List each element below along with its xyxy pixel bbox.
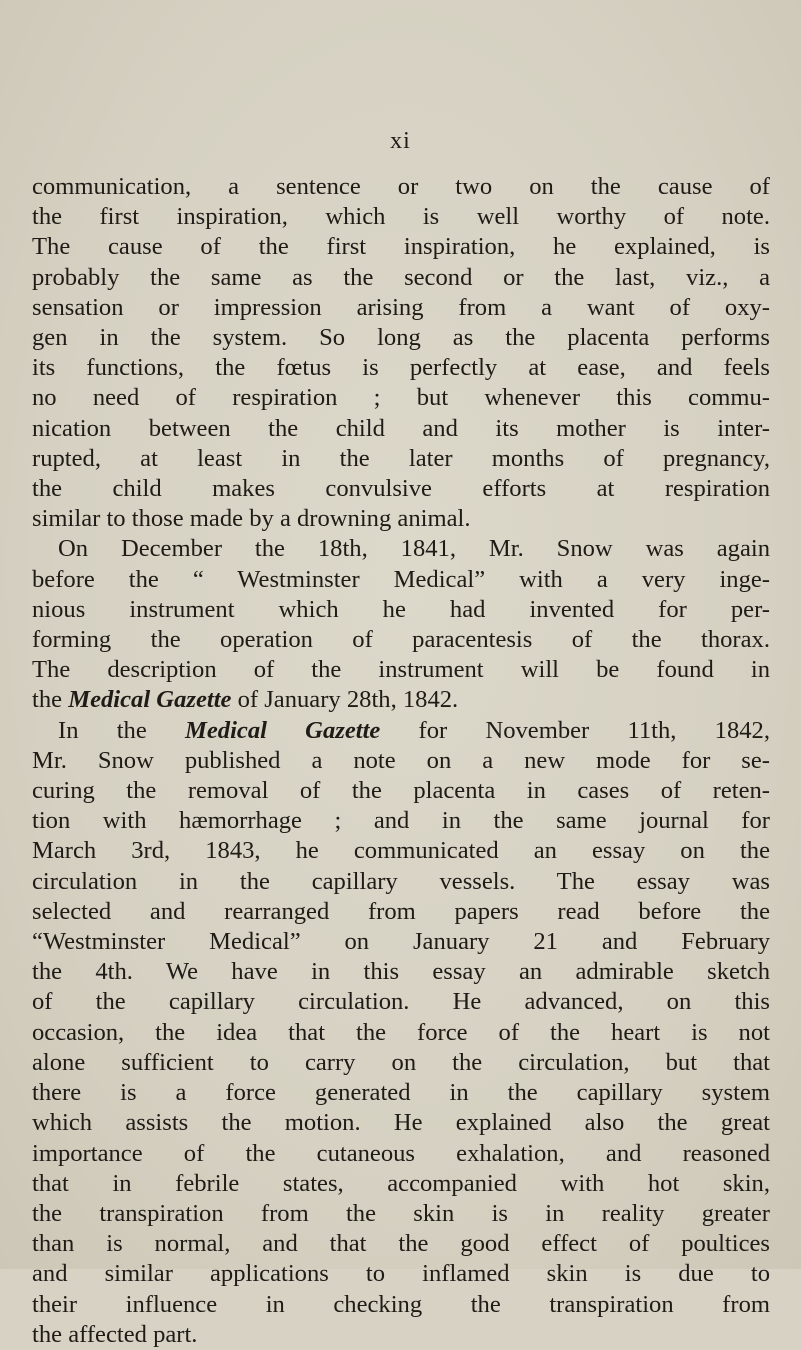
text-line: the 4th. We have in this essay an admirable sketch	[32, 958, 770, 986]
text-line: the affected part.	[32, 1320, 198, 1348]
text-line: curing the removal of the placenta in cases of reten-	[32, 777, 770, 805]
text-line: there is a force generated in the capillary system	[32, 1079, 770, 1107]
journal-title-italic: Medical Gazette	[68, 686, 232, 714]
text-line: alone sufficient to carry on the circulation, but that	[32, 1048, 770, 1076]
page-number: xi	[390, 128, 411, 154]
text-line: communication, a sentence or two on the cause of	[32, 173, 770, 200]
text-segment: for November 11th, 1842,	[380, 716, 770, 744]
text-line: similar to those made by a drowning animal.	[32, 505, 471, 533]
text-line	[32, 685, 770, 715]
text-segment: of January 28th, 1842.	[231, 686, 459, 714]
text-line: Mr. Snow published a note on a new mode for se-	[32, 746, 770, 774]
text-line: before the “ Westminster Medical” with a very inge-	[32, 565, 770, 593]
text-line: the transpiration from the skin is in reality greater	[32, 1199, 770, 1227]
text-line: tion with hæmorrhage ; and in the same journal for	[32, 807, 770, 835]
text-line: the child makes convulsive efforts at respiration	[32, 475, 770, 503]
text-line: March 3rd, 1843, he communicated an essay on the	[32, 837, 770, 865]
text-line: that in febrile states, accompanied with hot skin,	[32, 1169, 770, 1197]
journal-title-italic: Medical Gazette	[185, 716, 381, 744]
text-line: The description of the instrument will be found in	[32, 656, 770, 684]
text-line: the first inspiration, which is well worthy of note.	[32, 203, 770, 231]
text-segment: the	[32, 686, 69, 714]
text-line: which assists the motion. He explained also the great	[32, 1109, 770, 1137]
text-line: of the capillary circulation. He advanced, on this	[32, 988, 770, 1016]
body-text	[32, 172, 770, 1350]
text-segment: In the	[58, 716, 185, 744]
text-line: selected and rearranged from papers read before the	[32, 897, 770, 925]
text-line: occasion, the idea that the force of the heart is not	[32, 1018, 770, 1046]
text-line: The cause of the first inspiration, he explained, is	[32, 233, 770, 261]
text-line: gen in the system. So long as the placenta performs	[32, 324, 770, 352]
text-line: importance of the cutaneous exhalation, and reasoned	[32, 1139, 770, 1167]
text-line: their influence in checking the transpiration from	[32, 1290, 770, 1318]
text-line: nious instrument which he had invented for per-	[32, 595, 770, 623]
text-line: “Westminster Medical” on January 21 and February	[32, 928, 770, 956]
text-line: rupted, at least in the later months of pregnancy,	[32, 444, 770, 472]
text-line: forming the operation of paracentesis of the thorax.	[32, 626, 770, 654]
text-line	[32, 716, 770, 746]
text-line: circulation in the capillary vessels. The essay was	[32, 867, 770, 895]
text-line: and similar applications to inflamed skin is due to	[32, 1260, 770, 1288]
text-line: no need of respiration ; but whenever this commu-	[32, 384, 770, 412]
text-line: its functions, the fœtus is perfectly at ease, and feels	[32, 354, 770, 382]
text-line: than is normal, and that the good effect of poultices	[32, 1230, 770, 1258]
text-line: sensation or impression arising from a want of oxy-	[32, 293, 770, 321]
text-line: probably the same as the second or the last, viz., a	[32, 263, 770, 291]
text-line: nication between the child and its mother is inter-	[32, 414, 770, 442]
text-line: On December the 18th, 1841, Mr. Snow was again	[58, 535, 770, 563]
